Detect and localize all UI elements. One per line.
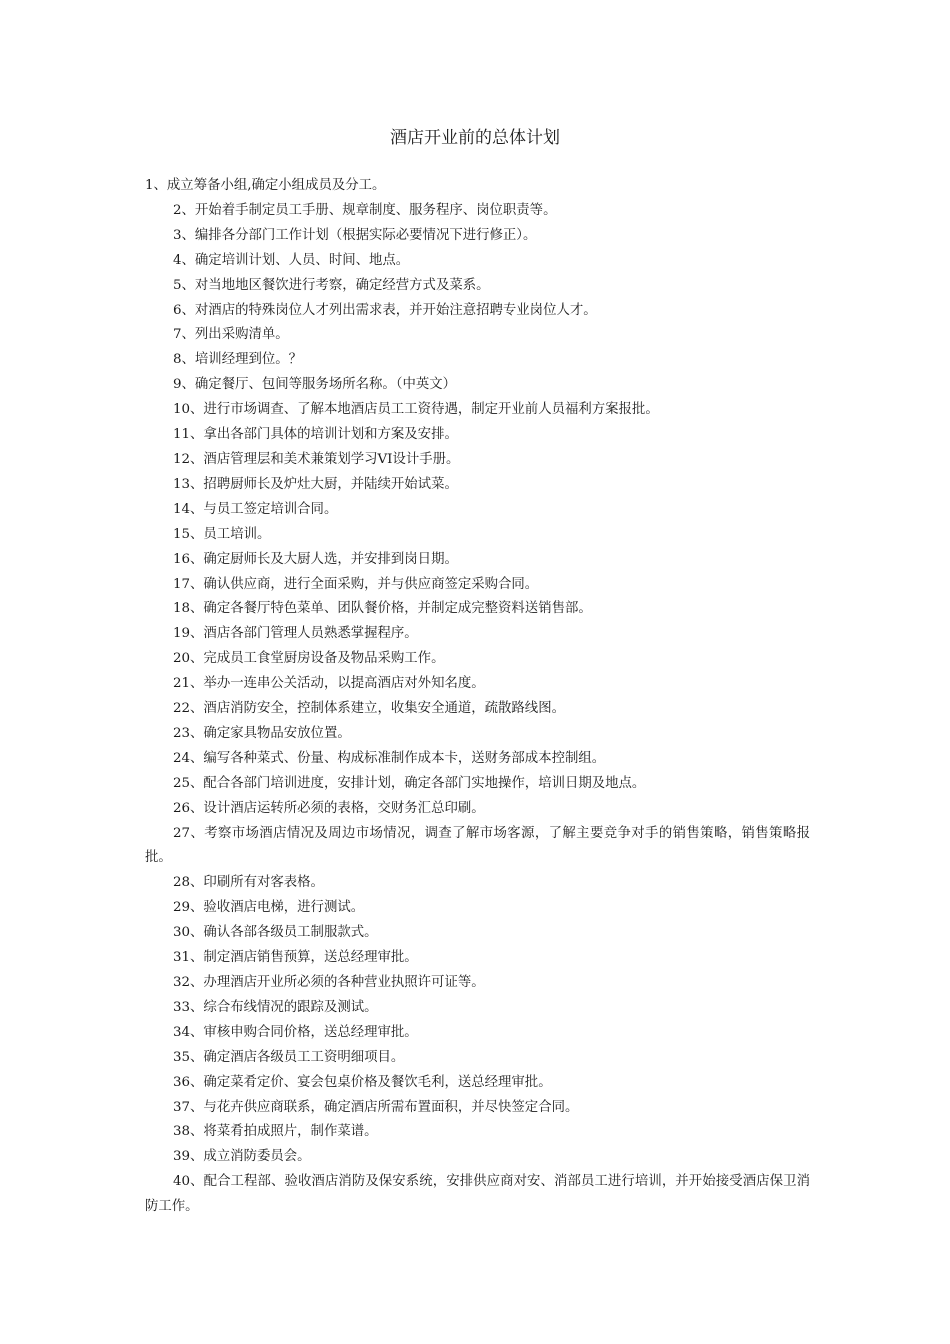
list-item: 23、确定家具物品安放位置。 [173,725,351,741]
list-item: 1、成立筹备小组,确定小组成员及分工。 [145,178,386,193]
list-item: 27、考察市场酒店情况及周边市场情况，调查了解市场客源，了解主要竞争对手的销售策略，销售策略报批。 [145,825,810,866]
list-item: 39、成立消防委员会。 [173,1149,311,1165]
list-item: 10、进行市场调查、了解本地酒店员工工资待遇，制定开业前人员福利方案报批。 [173,402,659,418]
list-item: 34、审核申购合同价格，送总经理审批。 [173,1024,418,1040]
list-item: 24、编写各种菜式、份量、构成标准制作成本卡，送财务部成本控制组。 [173,750,606,766]
plan-list [145,174,810,1220]
list-item: 11、拿出各部门具体的培训计划和方案及安排。 [173,427,458,443]
list-item: 33、综合布线情况的跟踪及测试。 [173,999,378,1015]
list-item: 20、完成员工食堂厨房设备及物品采购工作。 [173,651,445,667]
list-item: 25、配合各部门培训进度，安排计划，确定各部门实地操作，培训日期及地点。 [173,775,646,791]
list-item: 2、开始着手制定员工手册、规章制度、服务程序、岗位职责等。 [173,202,557,218]
list-item: 6、对酒店的特殊岗位人才列出需求表，并开始注意招聘专业岗位人才。 [173,302,597,318]
list-item: 28、印刷所有对客表格。 [173,875,324,891]
list-item: 19、酒店各部门管理人员熟悉掌握程序。 [173,626,418,642]
list-item: 30、确认各部各级员工制服款式。 [173,925,378,941]
list-item: 4、确定培训计划、人员、时间、地点。 [173,252,410,268]
list-item: 13、招聘厨师长及炉灶大厨，并陆续开始试菜。 [173,476,458,492]
list-item: 21、举办一连串公关活动，以提高酒店对外知名度。 [173,676,485,692]
list-item: 31、制定酒店销售预算，送总经理审批。 [173,950,418,966]
document-title: 酒店开业前的总体计划 [390,128,560,148]
list-item: 26、设计酒店运转所必须的表格，交财务汇总印刷。 [173,800,485,816]
list-item: 12、酒店管理层和美术兼策划学习VI设计手册。 [173,451,460,467]
list-item: 35、确定酒店各级员工工资明细项目。 [173,1049,405,1065]
list-item: 7、列出采购清单。 [173,327,289,343]
list-item: 16、确定厨师长及大厨人选，并安排到岗日期。 [173,551,458,567]
list-item: 3、编排各分部门工作计划（根据实际必要情况下进行修正）。 [173,227,537,243]
list-item: 36、确定菜肴定价、宴会包桌价格及餐饮毛利，送总经理审批。 [173,1074,552,1090]
list-item: 17、确认供应商，进行全面采购，并与供应商签定采购合同。 [173,576,539,592]
list-item: 9、确定餐厅、包间等服务场所名称。（中英文） [173,377,457,393]
list-item: 18、确定各餐厅特色菜单、团队餐价格，并制定成完整资料送销售部。 [173,601,592,617]
list-item: 14、与员工签定培训合同。 [173,501,338,517]
list-item: 29、验收酒店电梯，进行测试。 [173,900,365,916]
list-item: 40、配合工程部、验收酒店消防及保安系统，安排供应商对安、消部员工进行培训，并开始接受酒店保卫消防工作。 [145,1174,810,1215]
list-item: 5、对当地地区餐饮进行考察，确定经营方式及菜系。 [173,277,490,293]
list-item: 22、酒店消防安全，控制体系建立，收集安全通道，疏散路线图。 [173,701,565,717]
list-item: 32、办理酒店开业所必须的各种营业执照许可证等。 [173,975,485,990]
list-item: 15、员工培训。 [173,526,271,542]
list-item: 8、培训经理到位。？ [173,352,303,368]
list-item: 37、与花卉供应商联系，确定酒店所需布置面积，并尽快签定合同。 [173,1099,579,1115]
list-item: 38、将菜肴拍成照片，制作菜谱。 [173,1124,378,1140]
